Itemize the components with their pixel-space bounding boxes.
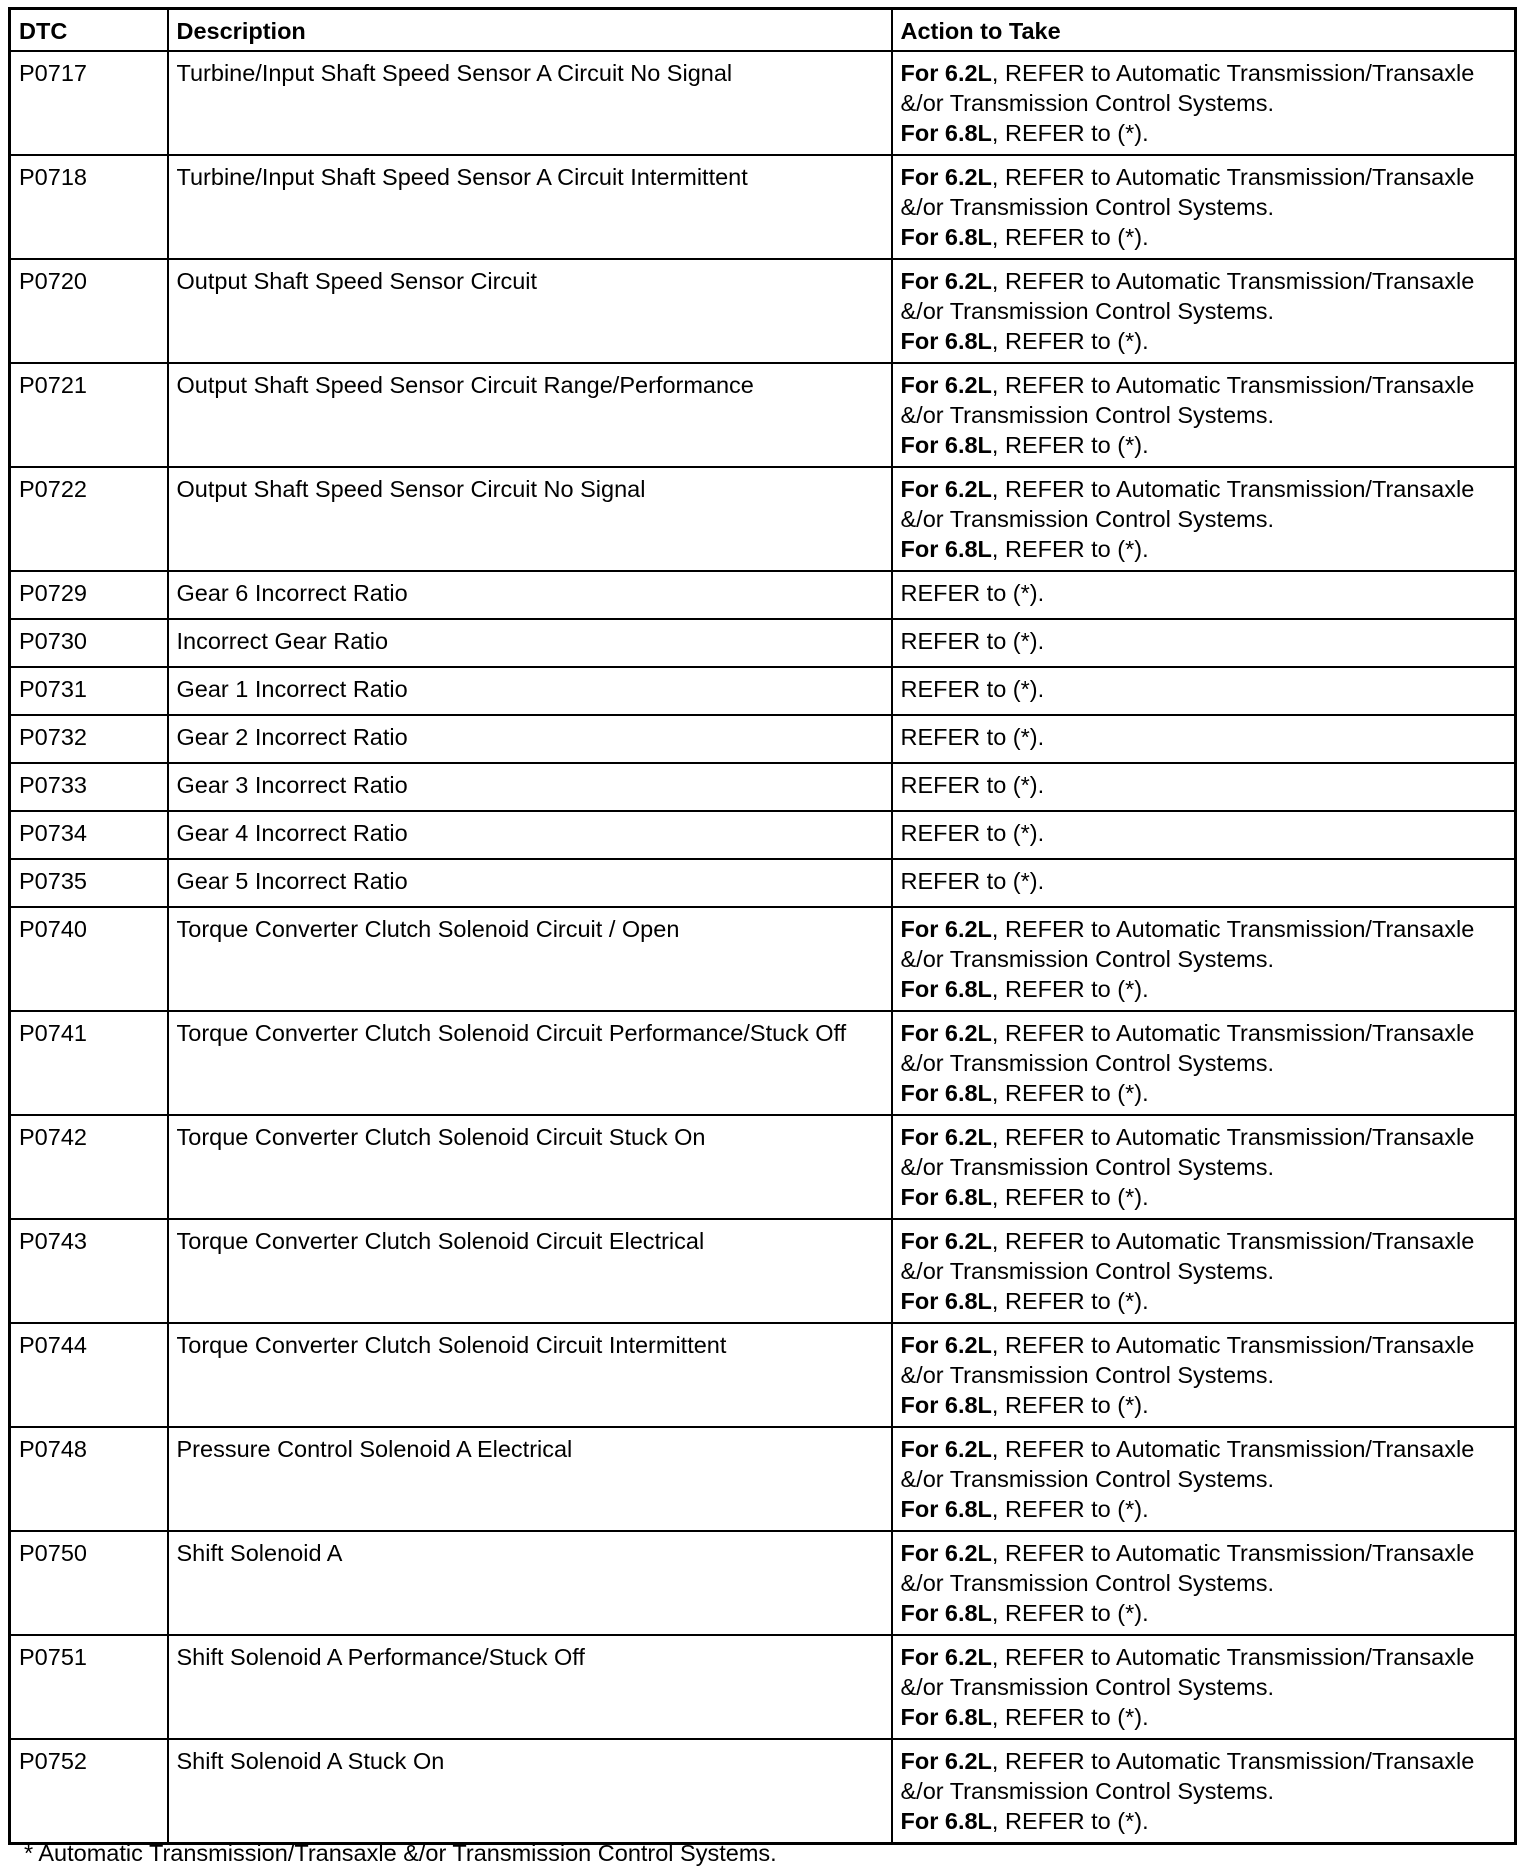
engine-label-6-2l: For 6.2L [900, 1644, 992, 1670]
dtc-description: Gear 5 Incorrect Ratio [168, 859, 892, 907]
dtc-description: Output Shaft Speed Sensor Circuit No Signal [168, 467, 892, 571]
dtc-code: P0721 [10, 363, 168, 467]
dtc-action [892, 763, 1516, 811]
dtc-code: P0720 [10, 259, 168, 363]
action-line-6-2l [901, 1018, 1507, 1048]
header-dtc: DTC [10, 9, 168, 52]
refer-only-text: REFER to (*). [900, 724, 1045, 750]
refer-only-text: REFER to (*). [900, 628, 1045, 654]
dtc-action [892, 1531, 1516, 1635]
refer-star-text: , REFER to (*). [991, 432, 1149, 458]
table-row [10, 763, 1516, 811]
table-body [10, 51, 1516, 1844]
refer-automatic-text: , REFER to Automatic Transmission/Transaxle [991, 1020, 1475, 1046]
refer-automatic-text: , REFER to Automatic Transmission/Transaxle [991, 1748, 1475, 1774]
table-row [10, 1739, 1516, 1844]
control-systems-text: &/or Transmission Control Systems. [900, 402, 1274, 428]
action-line-6-2l [901, 1330, 1507, 1360]
refer-automatic-text: , REFER to Automatic Transmission/Transaxle [991, 1644, 1475, 1670]
dtc-code: P0740 [10, 907, 168, 1011]
dtc-code: P0748 [10, 1427, 168, 1531]
action-line-6-8l [901, 974, 1507, 1004]
control-systems-text: &/or Transmission Control Systems. [900, 1778, 1274, 1804]
engine-label-6-2l: For 6.2L [900, 60, 992, 86]
refer-star-text: , REFER to (*). [991, 536, 1149, 562]
engine-label-6-8l: For 6.8L [900, 328, 992, 354]
action-line-6-2l [901, 914, 1507, 944]
action-line-6-8l [901, 1182, 1507, 1212]
action-line-6-8l [901, 1806, 1507, 1836]
dtc-description: Gear 1 Incorrect Ratio [168, 667, 892, 715]
dtc-code: P0731 [10, 667, 168, 715]
control-systems-text: &/or Transmission Control Systems. [900, 1466, 1274, 1492]
dtc-description: Gear 6 Incorrect Ratio [168, 571, 892, 619]
dtc-code: P0743 [10, 1219, 168, 1323]
table-row [10, 859, 1516, 907]
engine-label-6-8l: For 6.8L [900, 432, 992, 458]
dtc-action [892, 667, 1516, 715]
action-line-6-2l [901, 1434, 1507, 1464]
refer-only-text: REFER to (*). [900, 676, 1045, 702]
engine-label-6-8l: For 6.8L [900, 120, 992, 146]
engine-label-6-2l: For 6.2L [900, 1436, 992, 1462]
refer-star-text: , REFER to (*). [991, 1496, 1149, 1522]
dtc-action [892, 1427, 1516, 1531]
dtc-code: P0722 [10, 467, 168, 571]
refer-star-text: , REFER to (*). [991, 1600, 1149, 1626]
refer-automatic-text: , REFER to Automatic Transmission/Transaxle [991, 164, 1475, 190]
refer-star-text: , REFER to (*). [991, 120, 1149, 146]
refer-automatic-text: , REFER to Automatic Transmission/Transaxle [991, 476, 1475, 502]
dtc-description: Torque Converter Clutch Solenoid Circuit Stuck On [168, 1115, 892, 1219]
action-line-6-2l [901, 1538, 1507, 1568]
dtc-description: Shift Solenoid A Performance/Stuck Off [168, 1635, 892, 1739]
control-systems-text: &/or Transmission Control Systems. [900, 946, 1274, 972]
action-line-6-2l [901, 474, 1507, 504]
refer-star-text: , REFER to (*). [991, 976, 1149, 1002]
dtc-description: Incorrect Gear Ratio [168, 619, 892, 667]
engine-label-6-2l: For 6.2L [900, 1748, 992, 1774]
engine-label-6-8l: For 6.8L [900, 1808, 992, 1834]
table-row [10, 1427, 1516, 1531]
engine-label-6-8l: For 6.8L [900, 976, 992, 1002]
dtc-description: Shift Solenoid A [168, 1531, 892, 1635]
refer-automatic-text: , REFER to Automatic Transmission/Transaxle [991, 1540, 1475, 1566]
dtc-code: P0735 [10, 859, 168, 907]
refer-only-text: REFER to (*). [900, 580, 1045, 606]
dtc-code: P0742 [10, 1115, 168, 1219]
table-row [10, 1115, 1516, 1219]
dtc-action [892, 1011, 1516, 1115]
dtc-description: Gear 2 Incorrect Ratio [168, 715, 892, 763]
footnote: * Automatic Transmission/Transaxle &/or Transmission Control Systems. [24, 1840, 777, 1866]
refer-only-text: REFER to (*). [900, 868, 1045, 894]
refer-automatic-text: , REFER to Automatic Transmission/Transaxle [991, 268, 1475, 294]
dtc-action [892, 1635, 1516, 1739]
header-action: Action to Take [892, 9, 1516, 52]
refer-star-text: , REFER to (*). [991, 1080, 1149, 1106]
action-line-6-2l [901, 1226, 1507, 1256]
dtc-code: P0750 [10, 1531, 168, 1635]
action-line-6-8l [901, 1702, 1507, 1732]
control-systems-text: &/or Transmission Control Systems. [900, 1570, 1274, 1596]
table-row [10, 907, 1516, 1011]
refer-star-text: , REFER to (*). [991, 1808, 1149, 1834]
table-row [10, 155, 1516, 259]
dtc-description: Torque Converter Clutch Solenoid Circuit Performance/Stuck Off [168, 1011, 892, 1115]
engine-label-6-2l: For 6.2L [900, 476, 992, 502]
dtc-description: Shift Solenoid A Stuck On [168, 1739, 892, 1844]
control-systems-text: &/or Transmission Control Systems. [900, 1674, 1274, 1700]
dtc-action [892, 1219, 1516, 1323]
dtc-code: P0734 [10, 811, 168, 859]
engine-label-6-8l: For 6.8L [900, 1704, 992, 1730]
engine-label-6-2l: For 6.2L [900, 1228, 992, 1254]
dtc-table [8, 7, 1517, 1845]
dtc-description: Output Shaft Speed Sensor Circuit [168, 259, 892, 363]
action-line-6-8l [901, 1078, 1507, 1108]
refer-automatic-text: , REFER to Automatic Transmission/Transaxle [991, 60, 1475, 86]
dtc-description: Pressure Control Solenoid A Electrical [168, 1427, 892, 1531]
dtc-code: P0744 [10, 1323, 168, 1427]
action-line-6-2l [901, 58, 1507, 88]
table-row [10, 467, 1516, 571]
refer-star-text: , REFER to (*). [991, 1288, 1149, 1314]
refer-automatic-text: , REFER to Automatic Transmission/Transaxle [991, 1436, 1475, 1462]
dtc-description: Torque Converter Clutch Solenoid Circuit Intermittent [168, 1323, 892, 1427]
control-systems-text: &/or Transmission Control Systems. [900, 1362, 1274, 1388]
table-row [10, 1635, 1516, 1739]
engine-label-6-8l: For 6.8L [900, 1080, 992, 1106]
action-line-6-8l [901, 1494, 1507, 1524]
action-line-6-2l [901, 1122, 1507, 1152]
engine-label-6-2l: For 6.2L [900, 1020, 992, 1046]
table-row [10, 619, 1516, 667]
dtc-table-sheet [8, 7, 1514, 1845]
refer-star-text: , REFER to (*). [991, 1392, 1149, 1418]
dtc-action [892, 1115, 1516, 1219]
table-row [10, 811, 1516, 859]
engine-label-6-8l: For 6.8L [900, 1288, 992, 1314]
dtc-code: P0730 [10, 619, 168, 667]
dtc-action [892, 1323, 1516, 1427]
action-line-6-8l [901, 1390, 1507, 1420]
engine-label-6-2l: For 6.2L [900, 1124, 992, 1150]
dtc-action [892, 907, 1516, 1011]
header-description: Description [168, 9, 892, 52]
action-line-6-2l [901, 370, 1507, 400]
table-row [10, 1011, 1516, 1115]
refer-automatic-text: , REFER to Automatic Transmission/Transaxle [991, 372, 1475, 398]
engine-label-6-2l: For 6.2L [900, 1332, 992, 1358]
table-row [10, 259, 1516, 363]
engine-label-6-2l: For 6.2L [900, 268, 992, 294]
dtc-code: P0752 [10, 1739, 168, 1844]
action-line-6-2l [901, 1746, 1507, 1776]
action-line-6-8l [901, 222, 1507, 252]
engine-label-6-8l: For 6.8L [900, 536, 992, 562]
control-systems-text: &/or Transmission Control Systems. [900, 298, 1274, 324]
engine-label-6-8l: For 6.8L [900, 1496, 992, 1522]
table-row [10, 715, 1516, 763]
control-systems-text: &/or Transmission Control Systems. [900, 1050, 1274, 1076]
dtc-description: Gear 3 Incorrect Ratio [168, 763, 892, 811]
dtc-action [892, 715, 1516, 763]
dtc-description: Output Shaft Speed Sensor Circuit Range/Performance [168, 363, 892, 467]
action-line-6-8l [901, 326, 1507, 356]
refer-automatic-text: , REFER to Automatic Transmission/Transaxle [991, 916, 1475, 942]
dtc-action [892, 259, 1516, 363]
control-systems-text: &/or Transmission Control Systems. [900, 194, 1274, 220]
action-line-6-2l [901, 266, 1507, 296]
action-line-6-8l [901, 1598, 1507, 1628]
control-systems-text: &/or Transmission Control Systems. [900, 1154, 1274, 1180]
dtc-action [892, 811, 1516, 859]
engine-label-6-8l: For 6.8L [900, 224, 992, 250]
engine-label-6-2l: For 6.2L [900, 916, 992, 942]
refer-only-text: REFER to (*). [900, 772, 1045, 798]
control-systems-text: &/or Transmission Control Systems. [900, 506, 1274, 532]
action-line-6-8l [901, 1286, 1507, 1316]
dtc-code: P0732 [10, 715, 168, 763]
dtc-code: P0729 [10, 571, 168, 619]
dtc-code: P0741 [10, 1011, 168, 1115]
action-line-6-8l [901, 534, 1507, 564]
action-line-6-8l [901, 430, 1507, 460]
action-line-6-2l [901, 162, 1507, 192]
engine-label-6-8l: For 6.8L [900, 1184, 992, 1210]
dtc-description: Torque Converter Clutch Solenoid Circuit / Open [168, 907, 892, 1011]
dtc-code: P0717 [10, 51, 168, 155]
dtc-action [892, 859, 1516, 907]
refer-automatic-text: , REFER to Automatic Transmission/Transaxle [991, 1332, 1475, 1358]
engine-label-6-8l: For 6.8L [900, 1600, 992, 1626]
table-row [10, 667, 1516, 715]
dtc-action [892, 1739, 1516, 1844]
table-row [10, 1323, 1516, 1427]
dtc-description: Gear 4 Incorrect Ratio [168, 811, 892, 859]
refer-star-text: , REFER to (*). [991, 1184, 1149, 1210]
dtc-code: P0718 [10, 155, 168, 259]
refer-star-text: , REFER to (*). [991, 1704, 1149, 1730]
action-line-6-8l [901, 118, 1507, 148]
refer-automatic-text: , REFER to Automatic Transmission/Transaxle [991, 1228, 1475, 1254]
dtc-code: P0751 [10, 1635, 168, 1739]
engine-label-6-2l: For 6.2L [900, 372, 992, 398]
dtc-action [892, 51, 1516, 155]
dtc-code: P0733 [10, 763, 168, 811]
refer-star-text: , REFER to (*). [991, 328, 1149, 354]
engine-label-6-2l: For 6.2L [900, 164, 992, 190]
control-systems-text: &/or Transmission Control Systems. [900, 90, 1274, 116]
action-line-6-2l [901, 1642, 1507, 1672]
dtc-action [892, 155, 1516, 259]
table-header-row [10, 9, 1516, 52]
dtc-action [892, 467, 1516, 571]
table-row [10, 363, 1516, 467]
dtc-description: Torque Converter Clutch Solenoid Circuit Electrical [168, 1219, 892, 1323]
engine-label-6-8l: For 6.8L [900, 1392, 992, 1418]
dtc-action [892, 571, 1516, 619]
dtc-action [892, 619, 1516, 667]
engine-label-6-2l: For 6.2L [900, 1540, 992, 1566]
dtc-description: Turbine/Input Shaft Speed Sensor A Circuit No Signal [168, 51, 892, 155]
table-row [10, 1531, 1516, 1635]
table-row [10, 571, 1516, 619]
table-row [10, 1219, 1516, 1323]
dtc-description: Turbine/Input Shaft Speed Sensor A Circuit Intermittent [168, 155, 892, 259]
control-systems-text: &/or Transmission Control Systems. [900, 1258, 1274, 1284]
refer-star-text: , REFER to (*). [991, 224, 1149, 250]
dtc-action [892, 363, 1516, 467]
refer-only-text: REFER to (*). [900, 820, 1045, 846]
table-row [10, 51, 1516, 155]
refer-automatic-text: , REFER to Automatic Transmission/Transaxle [991, 1124, 1475, 1150]
